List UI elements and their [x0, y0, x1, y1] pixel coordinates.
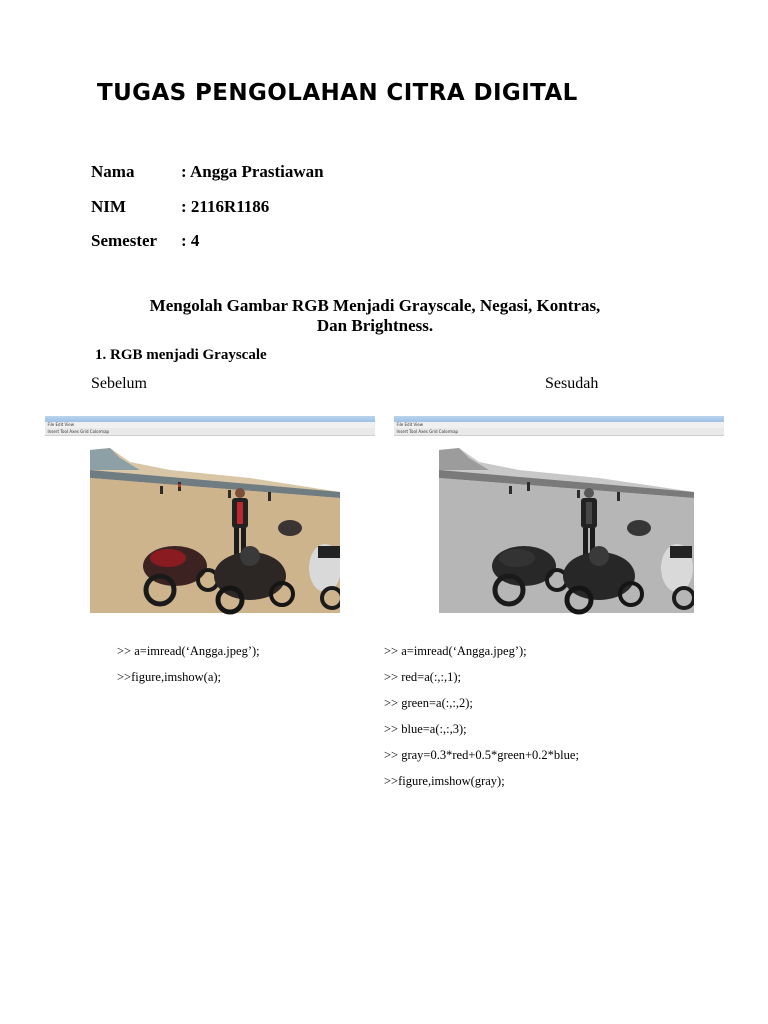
- info-nama-label: Nama: [91, 162, 135, 181]
- section-title-line2: Dan Brightness.: [316, 316, 434, 335]
- info-semester-value: : 4: [181, 231, 200, 250]
- info-nim-label: NIM: [91, 197, 126, 216]
- info-nama-value: : Angga Prastiawan: [181, 162, 324, 181]
- window-menu-text: File Edit View: [396, 422, 424, 427]
- figure-window-grayscale: [394, 416, 724, 634]
- section-title: [80, 296, 670, 336]
- caption-before: Sebelum: [91, 375, 147, 392]
- figure-window-color: [45, 416, 375, 634]
- info-semester: [91, 231, 199, 251]
- code-block-before: [117, 638, 260, 690]
- window-toolbar: [45, 428, 375, 436]
- code-line: >>figure,imshow(a);: [117, 670, 222, 684]
- section-title-line1: Mengolah Gambar RGB Menjadi Grayscale, Negasi, Kontras,: [149, 296, 601, 315]
- code-line: >>figure,imshow(gray);: [384, 774, 505, 788]
- window-toolbar: [394, 428, 724, 436]
- item-heading: 1. RGB menjadi Grayscale: [95, 347, 267, 363]
- code-line: >> red=a(:,:,1);: [384, 670, 462, 684]
- document-title: TUGAS PENGOLAHAN CITRA DIGITAL: [97, 80, 578, 106]
- photo-color: [90, 448, 340, 628]
- caption-after: Sesudah: [545, 375, 599, 392]
- window-toolbar-text: Insert Tool Axes Grid Colormap: [396, 429, 459, 434]
- code-line: >> gray=0.3*red+0.5*green+0.2*blue;: [384, 748, 579, 762]
- code-line: >> a=imread(‘Angga.jpeg’);: [384, 644, 527, 658]
- code-line: >> green=a(:,:,2);: [384, 696, 473, 710]
- window-menu-text: File Edit View: [47, 422, 75, 427]
- window-toolbar-text: Insert Tool Axes Grid Colormap: [47, 429, 110, 434]
- info-semester-label: Semester: [91, 231, 158, 250]
- info-nama: [91, 162, 324, 182]
- info-nim: [91, 197, 269, 217]
- info-nim-value: : 2116R1186: [181, 197, 270, 216]
- photo-grayscale: [439, 448, 694, 628]
- code-line: >> a=imread(‘Angga.jpeg’);: [117, 644, 260, 658]
- code-line: >> blue=a(:,:,3);: [384, 722, 467, 736]
- code-block-after: [384, 638, 579, 794]
